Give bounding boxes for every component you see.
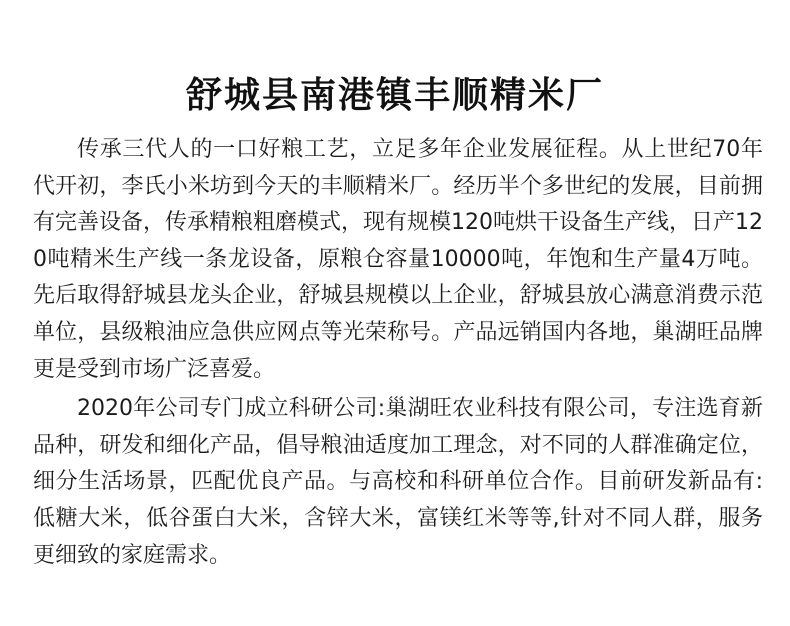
page-title: 舒城县南港镇丰顺精米厂 xyxy=(185,75,604,117)
paragraph-company-history: 传承三代人的一口好粮工艺，立足多年企业发展征程。从上世纪70年代开初，李氏小米坊到今天的丰顺精米厂。经历半个多世纪的发展，目前拥有完善设备，传承精粮粗磨模式，现有规模120吨烘干设备生产线，日产120吨精米生产线一条龙设备，原粮仓容量10000吨，年饱和生产量4万吨。先后取得舒城县龙头企业，舒城县规模以上企业，舒城县放心满意消费示范单位，县级粮油应急供应网点等光荣称号。产品远销国内各地，巢湖旺品牌更是受到市场广泛喜爱。 xyxy=(33,137,763,382)
article-body xyxy=(33,132,763,574)
paragraph-research-company: 2020年公司专门成立科研公司:巢湖旺农业科技有限公司，专注选育新品种，研发和细化产品，倡导粮油适度加工理念，对不同的人群准确定位，细分生活场景，匹配优良产品。与高校和科研单位合作。目前研发新品有:低糖大米，低谷蛋白大米，含锌大米，富镁红米等等,针对不同人群，服务更细致的家庭需求。 xyxy=(33,396,763,568)
